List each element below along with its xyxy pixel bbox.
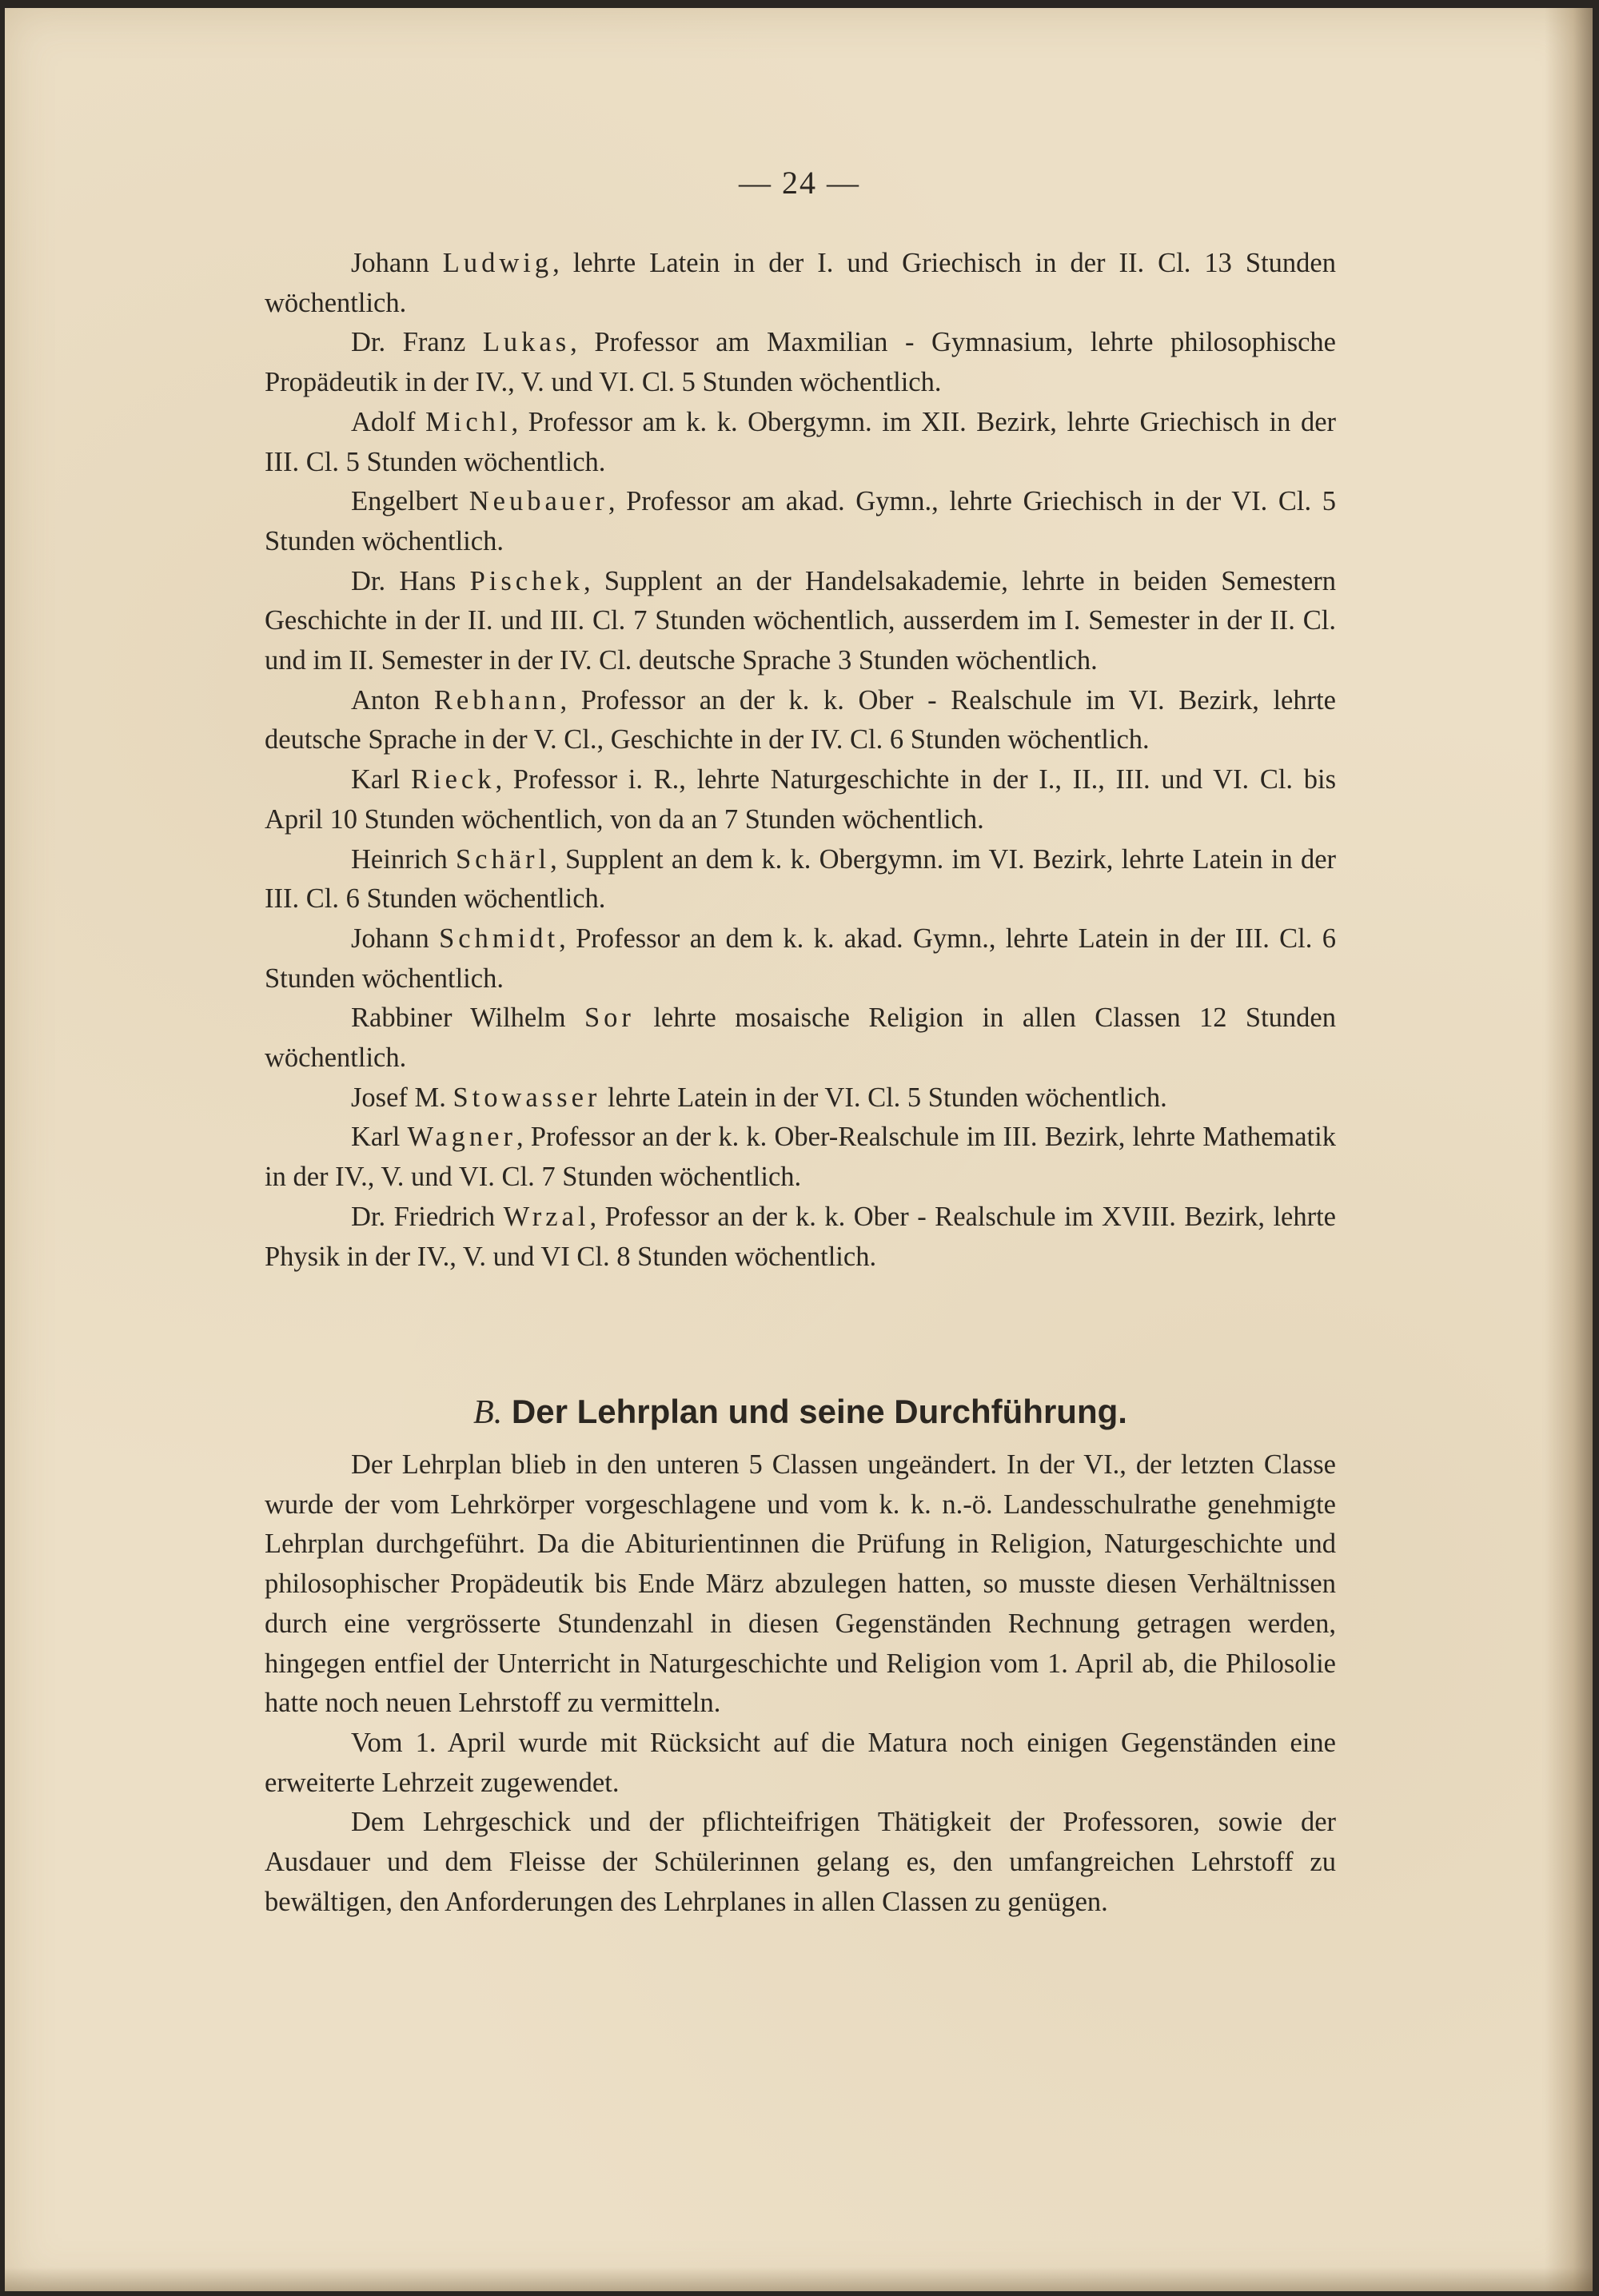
- body-paragraph: Der Lehrplan blieb in den unteren 5 Classen ungeändert. In der VI., der letzten Classe wurde der vom Lehrkörper vorgeschlagene und vom k. k. n.-ö. Landesschulrathe genehmigte Lehrplan durchgeführt. Da die Abiturientinnen die Prüfung in Religion, Naturgeschichte und philosophischer Propädeutik bis Ende März abzulegen hatten, so musste diesen Verhältnissen durch eine vergrösserte Stundenzahl in diesen Gegenständen Rechnung getragen werden, hingegen entfiel der Unterricht in Naturgeschichte und Religion vom 1. April ab, die Philosolie hatte noch neuen Lehrstoff zu vermitteln.: [265, 1449, 1336, 1719]
- teacher-name: Wrzal: [503, 1201, 590, 1232]
- teacher-entry: Johann Schmidt, Professor an dem k. k. akad. Gymn., lehrte Latein in der III. Cl. 6 Stunden wöchentlich.: [265, 923, 1336, 994]
- section-title: Der Lehrplan und seine Durchführung.: [511, 1393, 1127, 1430]
- teacher-entry: Heinrich Schärl, Supplent an dem k. k. Obergymn. im VI. Bezirk, lehrte Latein in der III. Cl. 6 Stunden wöchentlich.: [265, 843, 1337, 915]
- teacher-entry: Josef M. Stowasser lehrte Latein in der VI. Cl. 5 Stunden wöchentlich.: [351, 1082, 1167, 1113]
- teacher-name: Rebhann: [433, 684, 560, 716]
- teacher-name: Michl: [425, 406, 512, 437]
- page-spine-shadow: [1545, 8, 1593, 2291]
- section-body: [265, 1445, 1336, 1922]
- teacher-entry: Engelbert Neubauer, Professor am akad. Gymn., lehrte Griechisch in der VI. Cl. 5 Stunden wöchentlich.: [265, 486, 1337, 556]
- teacher-entry: Dr. Friedrich Wrzal, Professor an der k. k. Ober - Realschule im XVIII. Bezirk, lehrte Physik in der IV., V. und VI Cl. 8 Stunden wöchentlich.: [265, 1201, 1336, 1272]
- teacher-entry: Anton Rebhann, Professor an der k. k. Ober - Realschule im VI. Bezirk, lehrte deutsche Sprache in der V. Cl., Geschichte in der IV. Cl. 6 Stunden wöchentlich.: [265, 684, 1336, 755]
- teacher-entry: Dr. Franz Lukas, Professor am Maxmilian - Gymnasium, lehrte philosophische Propädeutik in der IV., V. und VI. Cl. 5 Stunden wöchentlich.: [265, 327, 1336, 398]
- teacher-name: Sor: [584, 1003, 635, 1034]
- body-paragraph: Vom 1. April wurde mit Rücksicht auf die Matura noch einigen Gegenständen eine erweiterte Lehrzeit zugewendet.: [265, 1727, 1336, 1798]
- teacher-entry: Karl Wagner, Professor an der k. k. Ober-Realschule im III. Bezirk, lehrte Mathematik in der IV., V. und VI. Cl. 7 Stunden wöchentlich.: [265, 1122, 1336, 1193]
- teacher-name: Wagner: [407, 1122, 516, 1153]
- teacher-entry: Karl Rieck, Professor i. R., lehrte Naturgeschichte in der I., II., III. und VI. Cl. bis April 10 Stunden wöchentlich, von da an 7 Stunden wöchentlich.: [265, 764, 1336, 835]
- teacher-name: Ludwig: [442, 248, 553, 278]
- teacher-name: Lukas: [482, 327, 571, 358]
- page-number: — 24 —: [739, 165, 860, 201]
- teacher-entry: Dr. Hans Pischek, Supplent an der Handelsakademie, lehrte in beiden Semestern Geschichte in der II. und III. Cl. 7 Stunden wöchentlich, ausserdem im I. Semester in der II. Cl. und im II. Semester in der IV. Cl. deutsche Sprache 3 Stunden wöchentlich.: [265, 565, 1336, 676]
- teacher-name: Pischek: [469, 565, 584, 596]
- teacher-name: Schmidt: [439, 923, 560, 954]
- teacher-list: [265, 244, 1336, 1277]
- section-heading: [265, 1393, 1336, 1432]
- body-paragraph: Dem Lehrgeschick und der pflichteifrigen Thätigkeit der Professoren, sowie der Ausdauer und dem Fleisse der Schülerinnen gelang es, den umfangreichen Lehrstoff zu bewältigen, den Anforderungen des Lehrplanes in allen Classen zu genügen.: [265, 1807, 1336, 1917]
- teacher-name: Stowasser: [453, 1082, 601, 1113]
- teacher-name: Neubauer: [469, 486, 608, 517]
- teacher-entry: Johann Ludwig, lehrte Latein in der I. und Griechisch in der II. Cl. 13 Stunden wöchentlich.: [265, 248, 1336, 318]
- page-bottom-edge: [5, 2267, 1593, 2291]
- teacher-name: Rieck: [410, 764, 496, 795]
- teacher-name: Schärl: [455, 843, 551, 875]
- teacher-entry: Adolf Michl, Professor am k. k. Obergymn. im XII. Bezirk, lehrte Griechisch in der III. Cl. 5 Stunden wöchentlich.: [265, 406, 1336, 477]
- teacher-entry: Rabbiner Wilhelm Sor lehrte mosaische Religion in allen Classen 12 Stunden wöchentlich.: [265, 1003, 1336, 1074]
- section-letter: B.: [473, 1394, 503, 1431]
